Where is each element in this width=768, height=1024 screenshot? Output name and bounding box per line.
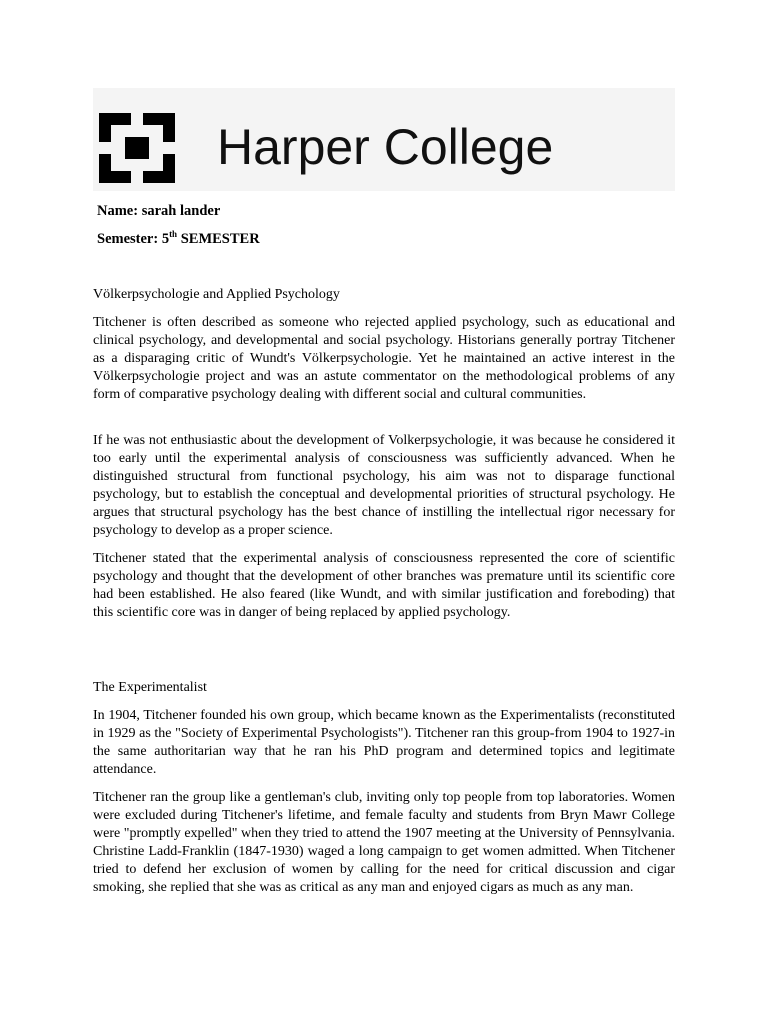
paragraph: In 1904, Titchener founded his own group, which became known as the Experimentalists (reconstituted in 1929 as the "Society of Experimental Psychologists"). Titchener ran this group-from 1904 to 1927-in the same authoritarian way that he ran his PhD program and determined topics and legitimate attendance. (93, 708, 675, 777)
section-title-volkerpsychologie: Völkerpsychologie and Applied Psychology (93, 287, 340, 302)
paragraph: If he was not enthusiastic about the development of Volkerpsychologie, it was because he considered it too early until the experimental analysis of consciousness was sufficiently advanced. When he distinguished structural from functional psychology, his aim was not to disparage functional psychology, but to establish the conceptual and developmental priorities of structural psychology. He argues that structural psychology has the best chance of instilling the intellectual rigor necessary for psychology to develop as a proper science. (93, 433, 675, 538)
section-title-experimentalist: The Experimentalist (93, 680, 207, 695)
semester-label: Semester: (97, 231, 159, 247)
paragraph: Titchener is often described as someone who rejected applied psychology, such as educational and clinical psychology, and developmental and social psychology. Historians generally portray Titchener as a disparaging critic of Wundt's Völkerpsychologie. Yet he maintained an active interest in the Völkerpsychologie project and was an astute commentator on the methodological problems of any form of comparative psychology dealing with different social and cultural communities. (93, 315, 675, 402)
semester-number: 5 (161, 231, 170, 247)
name-label: Name: (97, 203, 139, 219)
harper-college-logo-icon (99, 113, 175, 183)
college-header (93, 88, 675, 191)
paragraph: Titchener ran the group like a gentleman's club, inviting only top people from top laboratories. Women were excluded during Titchener's lifetime, and female faculty and students from Bryn Mawr College were "promptly expelled" when they tried to attend the 1907 meeting at the University of Pennsylvania. Christine Ladd-Franklin (1847-1930) waged a long campaign to get women admitted. When Titchener tried to defend her exclusion of women by calling for the need for critical discussion and cigar smoking, she replied that she was as critical as any man and enjoyed cigars as much as any man. (93, 790, 675, 895)
semester-suffix: th (169, 229, 178, 240)
semester-word: SEMESTER (180, 231, 260, 247)
college-name: Harper College (217, 119, 554, 175)
student-semester (97, 231, 260, 248)
student-name (97, 203, 220, 220)
paragraph: Titchener stated that the experimental analysis of consciousness represented the core of scientific psychology and thought that the development of other branches was premature until its scientific core had been established. He also feared (like Wundt, and with similar justification and foreboding) that this scientific core was in danger of being replaced by applied psychology. (93, 551, 675, 620)
name-value: sarah lander (141, 203, 221, 219)
